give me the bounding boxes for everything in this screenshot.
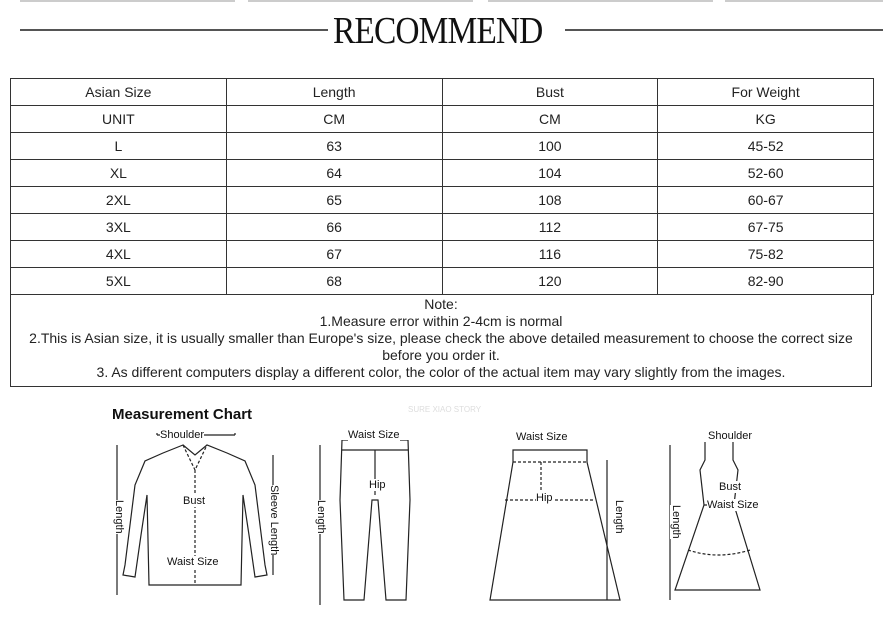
table-cell: XL: [11, 160, 227, 187]
pants-waist-label: Waist Size: [348, 429, 400, 441]
table-header-row: [11, 79, 874, 106]
table-unit-row: [11, 106, 874, 133]
shirt-illustration: [105, 425, 285, 625]
table-cell: 68: [226, 268, 442, 295]
note-box: [10, 294, 872, 387]
top-divider: [488, 0, 713, 2]
top-divider: [725, 0, 883, 2]
column-header: Length: [226, 79, 442, 106]
skirt-length-label: Length: [613, 500, 625, 534]
table-cell: 104: [442, 160, 658, 187]
table-cell: UNIT: [11, 106, 227, 133]
shirt-length-label: Length: [113, 500, 125, 534]
note-line: 3. As different computers display a different color, the color of the actual item may vary slightly from the images.: [96, 364, 786, 380]
shirt-waist-label: Waist Size: [167, 556, 219, 568]
table-cell: 63: [226, 133, 442, 160]
top-divider: [20, 0, 235, 2]
table-cell: 67: [226, 241, 442, 268]
size-table: [10, 78, 874, 295]
dress-shoulder-label: Shoulder: [708, 430, 753, 442]
table-cell: 2XL: [11, 187, 227, 214]
title-rule-left: [20, 29, 328, 31]
table-row: [11, 214, 874, 241]
skirt-waist-label: Waist Size: [516, 431, 568, 443]
table-row: [11, 268, 874, 295]
dress-waist-label: Waist Size: [707, 499, 759, 511]
table-cell: 3XL: [11, 214, 227, 241]
shirt-shoulder-label: Shoulder: [160, 429, 205, 441]
column-header: Bust: [442, 79, 658, 106]
measurement-chart-title: Measurement Chart: [112, 406, 253, 423]
table-cell: CM: [226, 106, 442, 133]
table-cell: 65: [226, 187, 442, 214]
table-cell: 100: [442, 133, 658, 160]
watermark: SURE XIAO STORY: [408, 405, 482, 414]
table-cell: 66: [226, 214, 442, 241]
table-cell: 5XL: [11, 268, 227, 295]
table-cell: CM: [442, 106, 658, 133]
table-cell: 60-67: [658, 187, 874, 214]
table-cell: 75-82: [658, 241, 874, 268]
table-cell: 120: [442, 268, 658, 295]
table-cell: KG: [658, 106, 874, 133]
table-row: [11, 133, 874, 160]
table-cell: 82-90: [658, 268, 874, 295]
table-row: [11, 187, 874, 214]
note-line: 1.Measure error within 2-4cm is normal: [319, 313, 563, 329]
shirt-sleeve-label: Sleeve Length: [268, 485, 280, 556]
table-cell: 64: [226, 160, 442, 187]
pants-hip-label: Hip: [369, 479, 386, 491]
shirt-bust-label: Bust: [183, 495, 206, 507]
table-row: [11, 160, 874, 187]
table-cell: 116: [442, 241, 658, 268]
table-cell: 112: [442, 214, 658, 241]
top-divider: [248, 0, 473, 2]
page-title: RECOMMEND: [333, 10, 543, 52]
column-header: Asian Size: [11, 79, 227, 106]
note-line: 2.This is Asian size, it is usually smaller than Europe's size, please check the above detailed measurement to choose the correct size before you order it.: [29, 330, 853, 363]
table-row: [11, 241, 874, 268]
table-cell: 45-52: [658, 133, 874, 160]
column-header: For Weight: [658, 79, 874, 106]
table-cell: L: [11, 133, 227, 160]
table-cell: 67-75: [658, 214, 874, 241]
table-cell: 52-60: [658, 160, 874, 187]
pants-length-label: Length: [315, 500, 327, 534]
table-cell: 108: [442, 187, 658, 214]
dress-length-label: Length: [670, 505, 682, 539]
skirt-hip-label: Hip: [536, 492, 553, 504]
note-heading: Note:: [424, 296, 458, 312]
dress-bust-label: Bust: [719, 481, 742, 493]
table-cell: 4XL: [11, 241, 227, 268]
title-rule-right: [565, 29, 883, 31]
